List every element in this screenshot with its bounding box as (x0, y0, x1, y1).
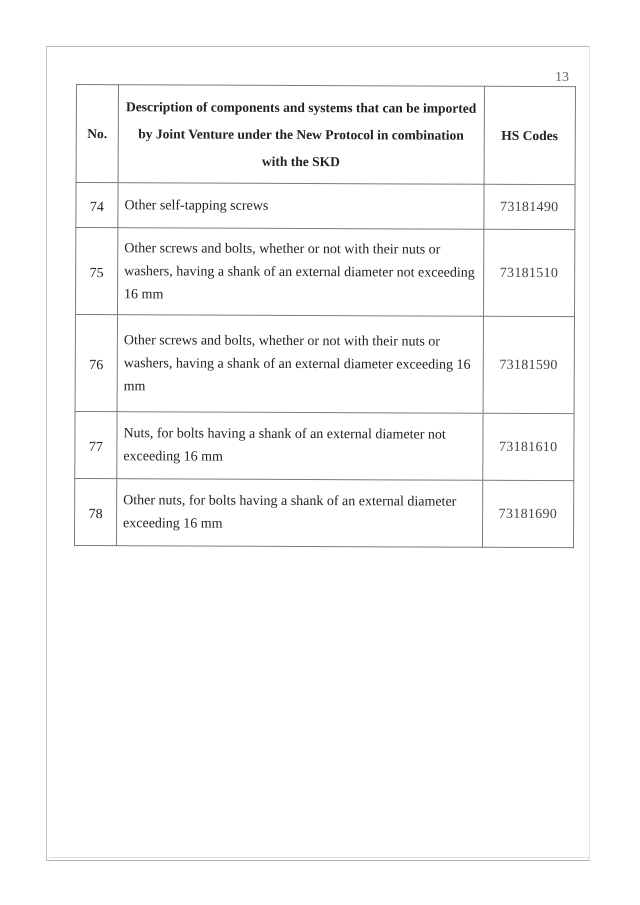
row-hs-code: 73181590 (483, 316, 575, 413)
table-row (75, 411, 574, 480)
header-hs-codes: HS Codes (484, 86, 576, 184)
row-hs-code: 73181690 (482, 480, 574, 547)
row-hs-code: 73181490 (483, 184, 575, 229)
row-no: 75 (75, 228, 117, 315)
row-description: Other screws and bolts, whether or not with their nuts or washers, having a shank of an external diameter not exceeding 16 mm (117, 228, 483, 317)
row-description: Nuts, for bolts having a shank of an external diameter not exceeding 16 mm (117, 412, 483, 481)
row-no: 77 (75, 411, 117, 478)
row-hs-code: 73181610 (482, 413, 574, 480)
row-no: 78 (74, 478, 116, 545)
row-no: 74 (76, 183, 118, 228)
page-number: 13 (555, 70, 569, 85)
header-description: Description of components and systems that can be imported by Joint Venture under the New Protocol in combination with the SKD (118, 85, 484, 185)
row-description: Other self-tapping screws (118, 183, 484, 230)
table-row (75, 315, 574, 414)
row-no: 76 (75, 315, 117, 412)
table-row (75, 228, 574, 317)
row-description: Other screws and bolts, whether or not with their nuts or washers, having a shank of an external diameter exceeding 16 mm (117, 315, 483, 414)
table-row (74, 478, 573, 547)
header-no: No. (76, 85, 118, 183)
components-table (74, 84, 576, 548)
row-description: Other nuts, for bolts having a shank of an external diameter exceeding 16 mm (116, 479, 482, 548)
table-row (76, 183, 575, 230)
table-header-row (76, 85, 575, 185)
row-hs-code: 73181510 (483, 229, 575, 316)
